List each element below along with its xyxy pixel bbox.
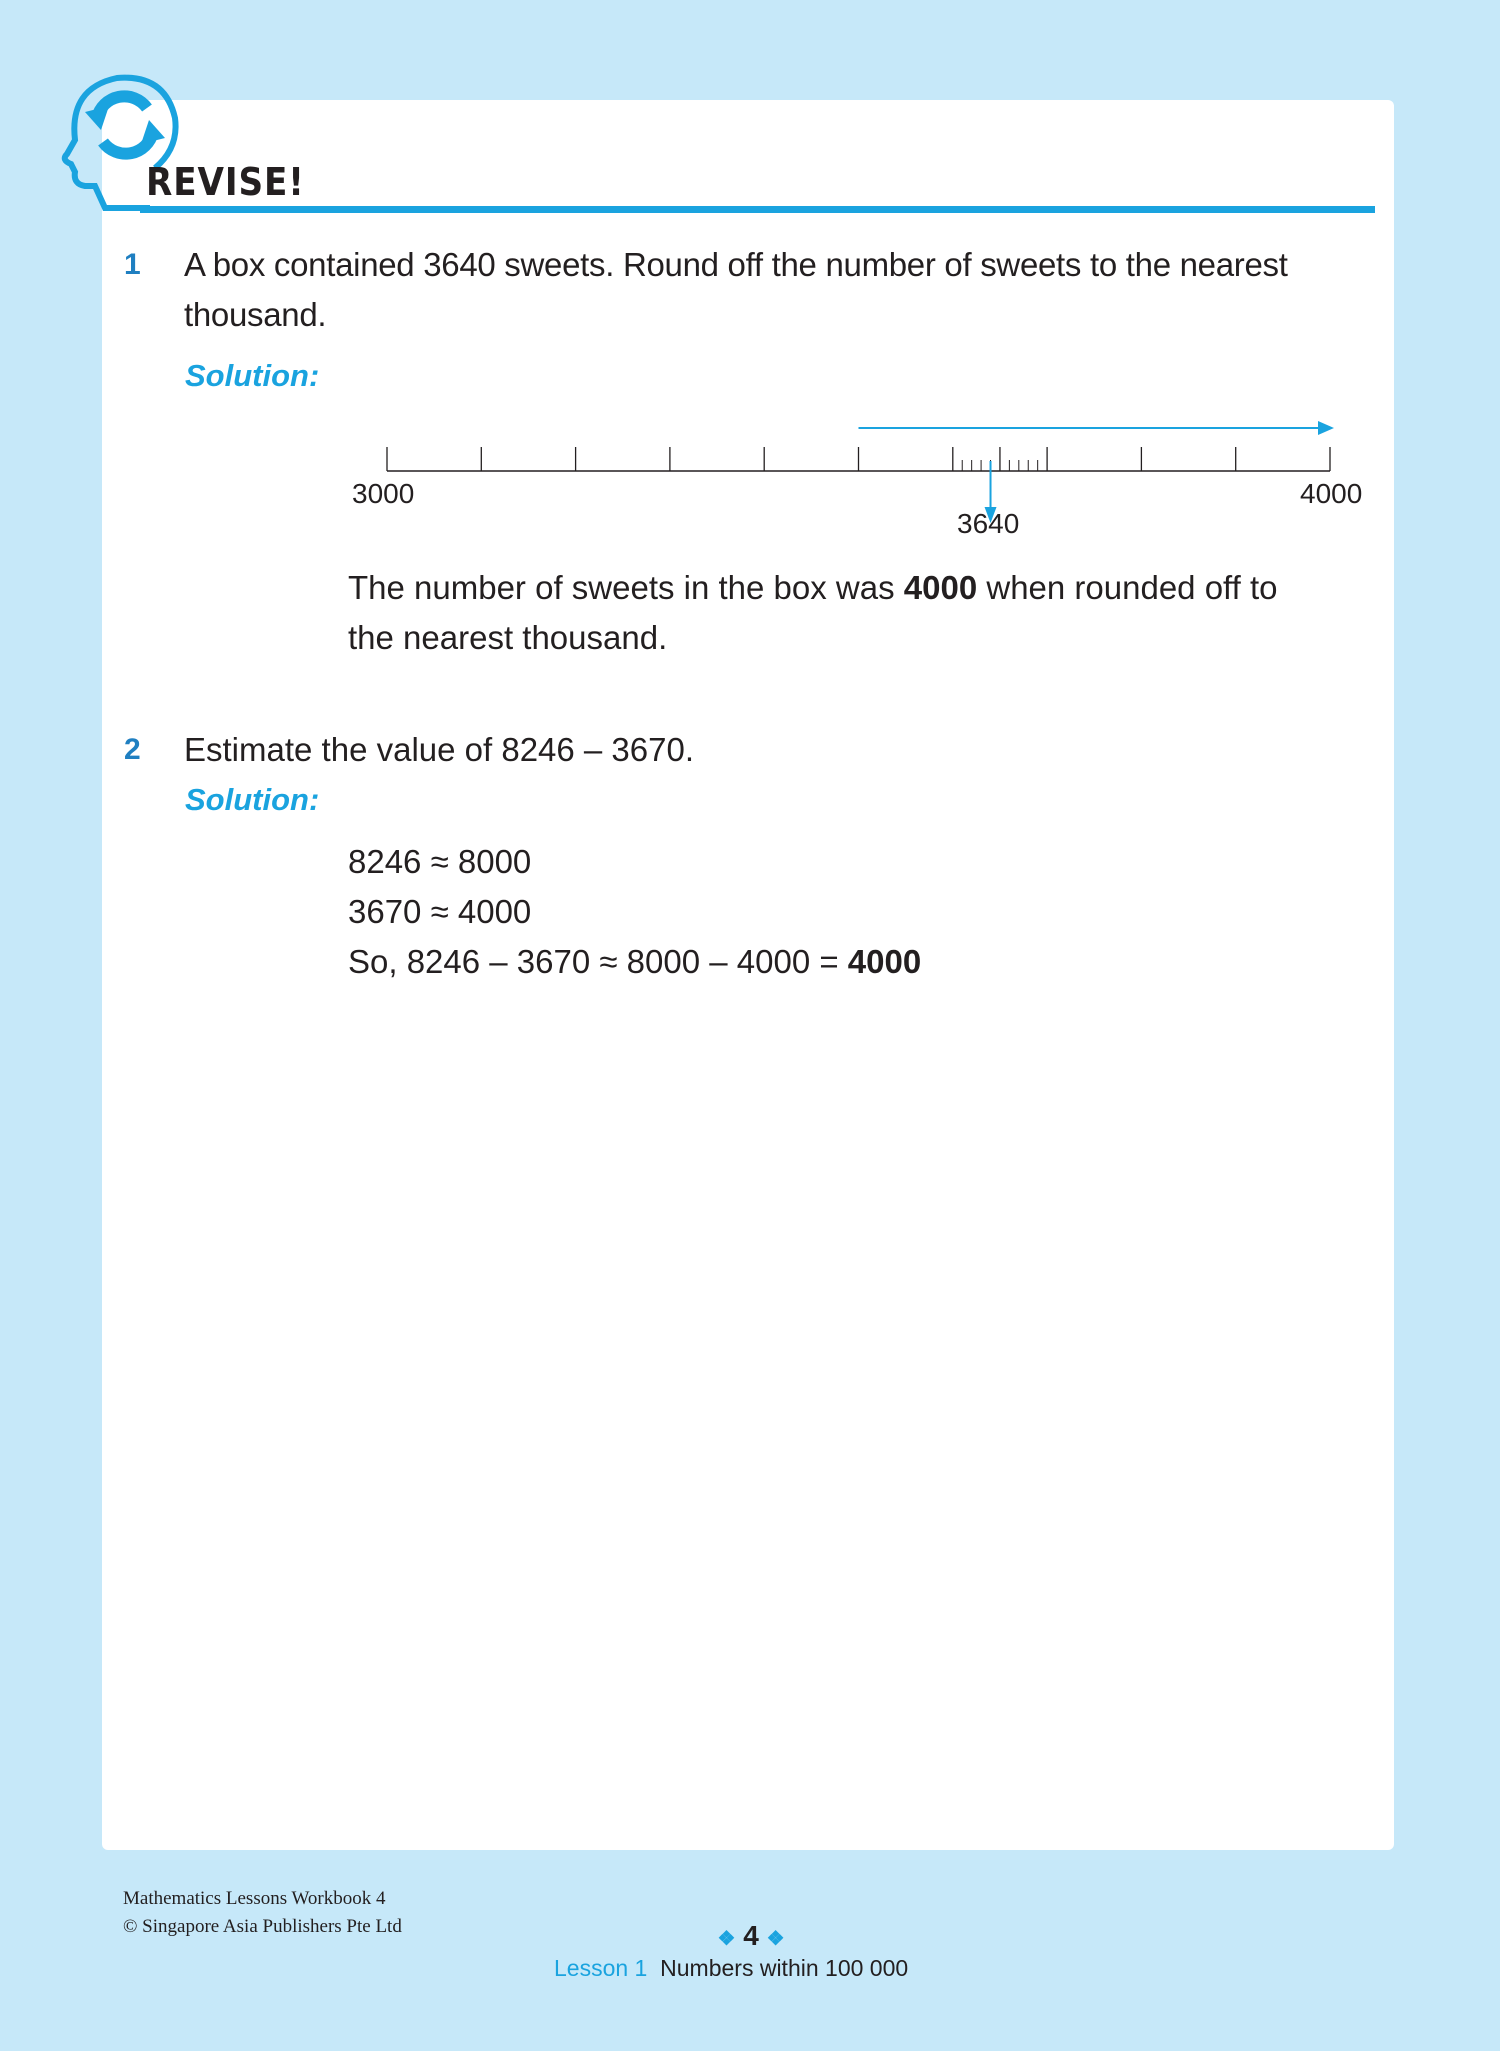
marked-value-label: 3640 xyxy=(957,508,1020,539)
question-text xyxy=(184,240,1288,340)
question-number: 1 xyxy=(124,248,141,281)
lesson-title: Numbers within 100 000 xyxy=(660,1955,909,1981)
page-number: 4 xyxy=(743,1920,759,1951)
solution-steps xyxy=(348,837,921,987)
solution-label: Solution: xyxy=(185,358,320,393)
number-line-end-label: 4000 xyxy=(1300,478,1363,509)
copyright: © Singapore Asia Publishers Pte Ltd xyxy=(123,1916,402,1937)
answer-pre: The number of sweets in the box was xyxy=(348,569,904,606)
book-title: Mathematics Lessons Workbook 4 xyxy=(123,1888,386,1909)
final-answer: 4000 xyxy=(847,943,922,980)
lesson-label: Lesson 1 xyxy=(554,1955,648,1981)
answer-line: the nearest thousand. xyxy=(348,619,668,656)
diamond-ornament-icon: ❖ xyxy=(766,1928,785,1950)
diamond-ornament-icon: ❖ xyxy=(717,1928,736,1950)
page-number-wrap xyxy=(706,1920,796,1952)
question-text-line: A box contained 3640 sweets. Round off the number of sweets to the nearest xyxy=(184,246,1288,283)
number-line xyxy=(340,400,1380,550)
question-text: Estimate the value of 8246 – 3670. xyxy=(184,731,695,768)
lesson-footer xyxy=(554,1955,908,1982)
answer-post: when rounded off to xyxy=(977,569,1278,606)
number-line-start-label: 3000 xyxy=(352,478,415,509)
final-step: So, 8246 – 3670 ≈ 8000 – 4000 = xyxy=(348,943,848,980)
answer-text xyxy=(348,563,1278,663)
question-number: 2 xyxy=(124,733,141,766)
solution-label: Solution: xyxy=(185,782,320,817)
solution-step: 8246 ≈ 8000 xyxy=(348,843,532,880)
answer-value: 4000 xyxy=(903,569,978,606)
solution-step: 3670 ≈ 4000 xyxy=(348,893,532,930)
rounding-arrowhead-icon xyxy=(1318,421,1334,435)
question-text-line: thousand. xyxy=(184,296,327,333)
header-divider xyxy=(140,206,1375,213)
section-title: REVISE! xyxy=(146,160,305,204)
